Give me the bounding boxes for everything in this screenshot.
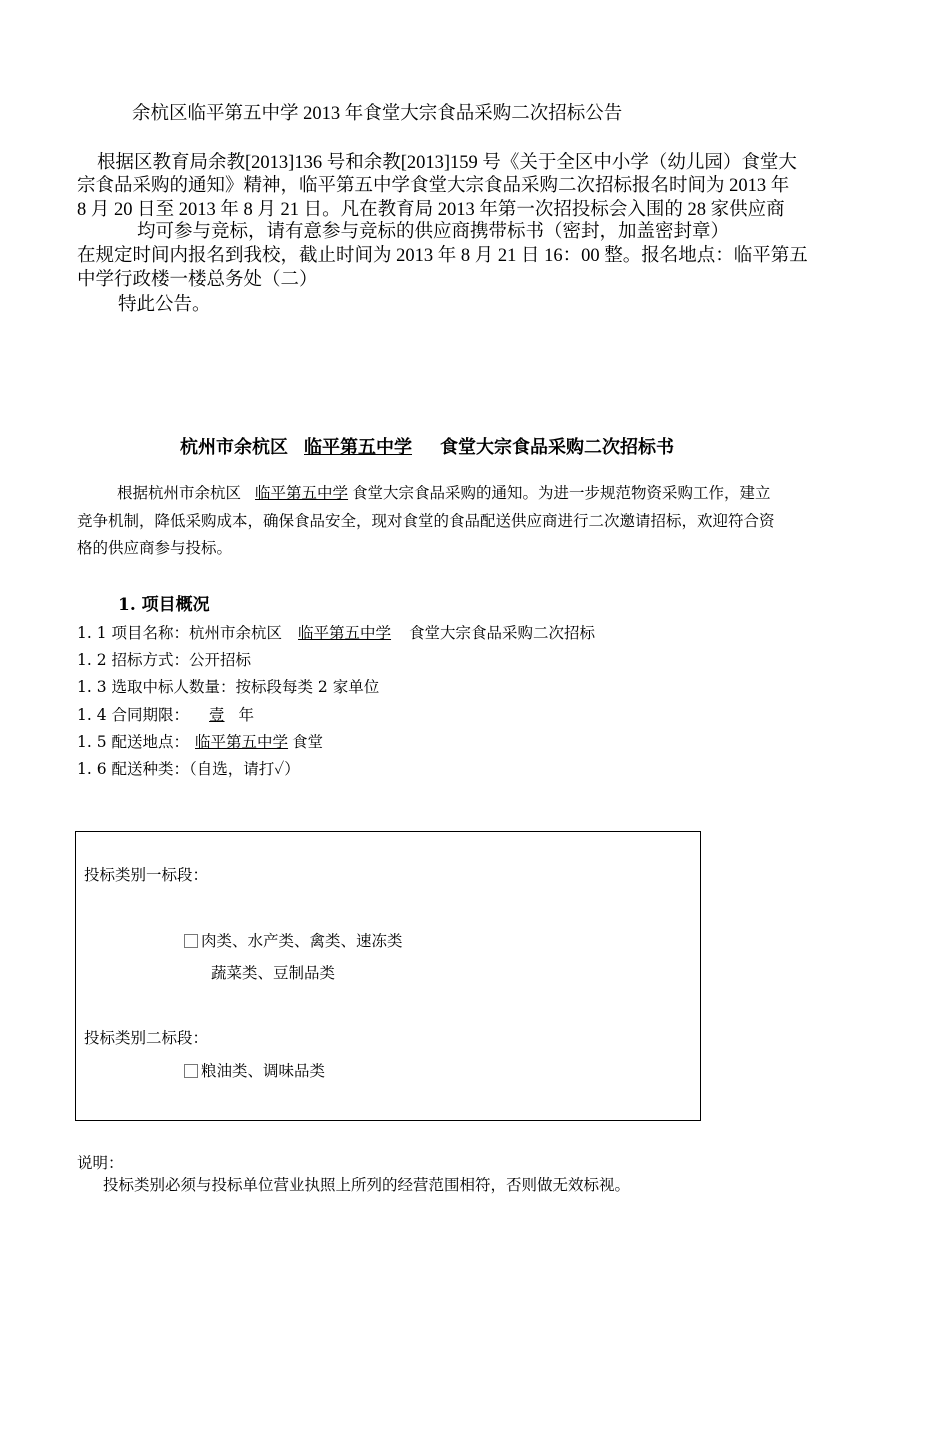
item-1-1-school: 临平第五中学 <box>298 624 392 642</box>
doc-title <box>180 433 674 459</box>
item-1-1-prefix: 1. 1 项目名称：杭州市余杭区 <box>77 624 283 642</box>
item-1-4-value: 壹 <box>209 706 225 724</box>
doc-title-suffix: 食堂大宗食品采购二次招标书 <box>440 437 674 458</box>
item-1-5 <box>77 730 323 752</box>
item-1-4-suffix: 年 <box>238 706 255 724</box>
item-1-1 <box>77 621 595 643</box>
item-1-4 <box>77 703 254 725</box>
item-1-5-prefix: 1. 5 配送地点： <box>77 733 190 751</box>
lot-1-checkbox[interactable] <box>184 934 198 948</box>
lot-2-option[interactable] <box>184 1059 325 1081</box>
item-1-1-suffix: 食堂大宗食品采购二次招标 <box>409 624 596 642</box>
intro-prefix: 根据杭州市余杭区 <box>117 484 242 502</box>
doc-title-school: 临平第五中学 <box>304 437 412 458</box>
lot-2-option-label: 粮油类、调味品类 <box>201 1062 326 1080</box>
note-label: 说明： <box>77 1154 124 1172</box>
lot-1-option[interactable] <box>184 929 403 951</box>
notice-title: 余杭区临平第五中学 2013 年食堂大宗食品采购二次招标公告 <box>132 104 623 124</box>
lot-2-checkbox[interactable] <box>184 1064 198 1078</box>
lot-selection-box <box>75 831 701 1121</box>
notice-closing: 特此公告。 <box>118 295 211 315</box>
note-text: 投标类别必须与投标单位营业执照上所列的经营范围相符，否则做无效标视。 <box>103 1176 631 1194</box>
doc-title-prefix: 杭州市余杭区 <box>180 437 288 458</box>
notice-line-2: 宗食品采购的通知》精神，临平第五中学食堂大宗食品采购二次招标报名时间为 2013 年 <box>77 176 790 196</box>
notice-line-5: 在规定时间内报名到我校，截止时间为 2013 年 8 月 21 日 16：00 整。报名地点：临平第五 <box>77 246 808 266</box>
intro-suffix: 食堂大宗食品采购的通知。为进一步规范物资采购工作，建立 <box>352 484 771 502</box>
item-1-6: 1. 6 配送种类：（自选，请打✓） <box>77 760 300 778</box>
notice-line-4: 均可参与竞标，请有意参与竞标的供应商携带标书（密封，加盖密封章） <box>137 222 730 242</box>
intro-line-3: 格的供应商参与投标。 <box>77 539 233 557</box>
section-1-heading: 1. 项目概况 <box>118 595 210 615</box>
item-1-5-value: 临平第五中学 <box>195 733 289 751</box>
item-1-4-prefix: 1. 4 合同期限： <box>77 706 190 724</box>
notice-line-1: 根据区教育局余教[2013]136 号和余教[2013]159 号《关于全区中小学（幼儿园）食堂大 <box>97 153 797 173</box>
intro-line-1 <box>117 481 771 503</box>
notice-line-3: 8 月 20 日至 2013 年 8 月 21 日。凡在教育局 2013 年第一次招投标会入围的 28 家供应商 <box>77 200 785 220</box>
notice-line-6: 中学行政楼一楼总务处（二） <box>77 270 318 290</box>
item-1-2: 1. 2 招标方式：公开招标 <box>77 651 252 669</box>
lot-1-option-line-1: 肉类、水产类、禽类、速冻类 <box>201 932 403 950</box>
lot-1-heading: 投标类别一标段： <box>84 866 209 884</box>
item-1-3: 1. 3 选取中标人数量：按标段每类 2 家单位 <box>77 678 380 696</box>
lot-1-option-line-2: 蔬菜类、豆制品类 <box>211 964 336 982</box>
intro-line-2: 竞争机制，降低采购成本，确保食品安全，现对食堂的食品配送供应商进行二次邀请招标，欢迎符合资 <box>77 512 775 530</box>
intro-school: 临平第五中学 <box>255 484 349 502</box>
item-1-5-suffix: 食堂 <box>292 733 324 751</box>
lot-2-heading: 投标类别二标段： <box>84 1029 209 1047</box>
